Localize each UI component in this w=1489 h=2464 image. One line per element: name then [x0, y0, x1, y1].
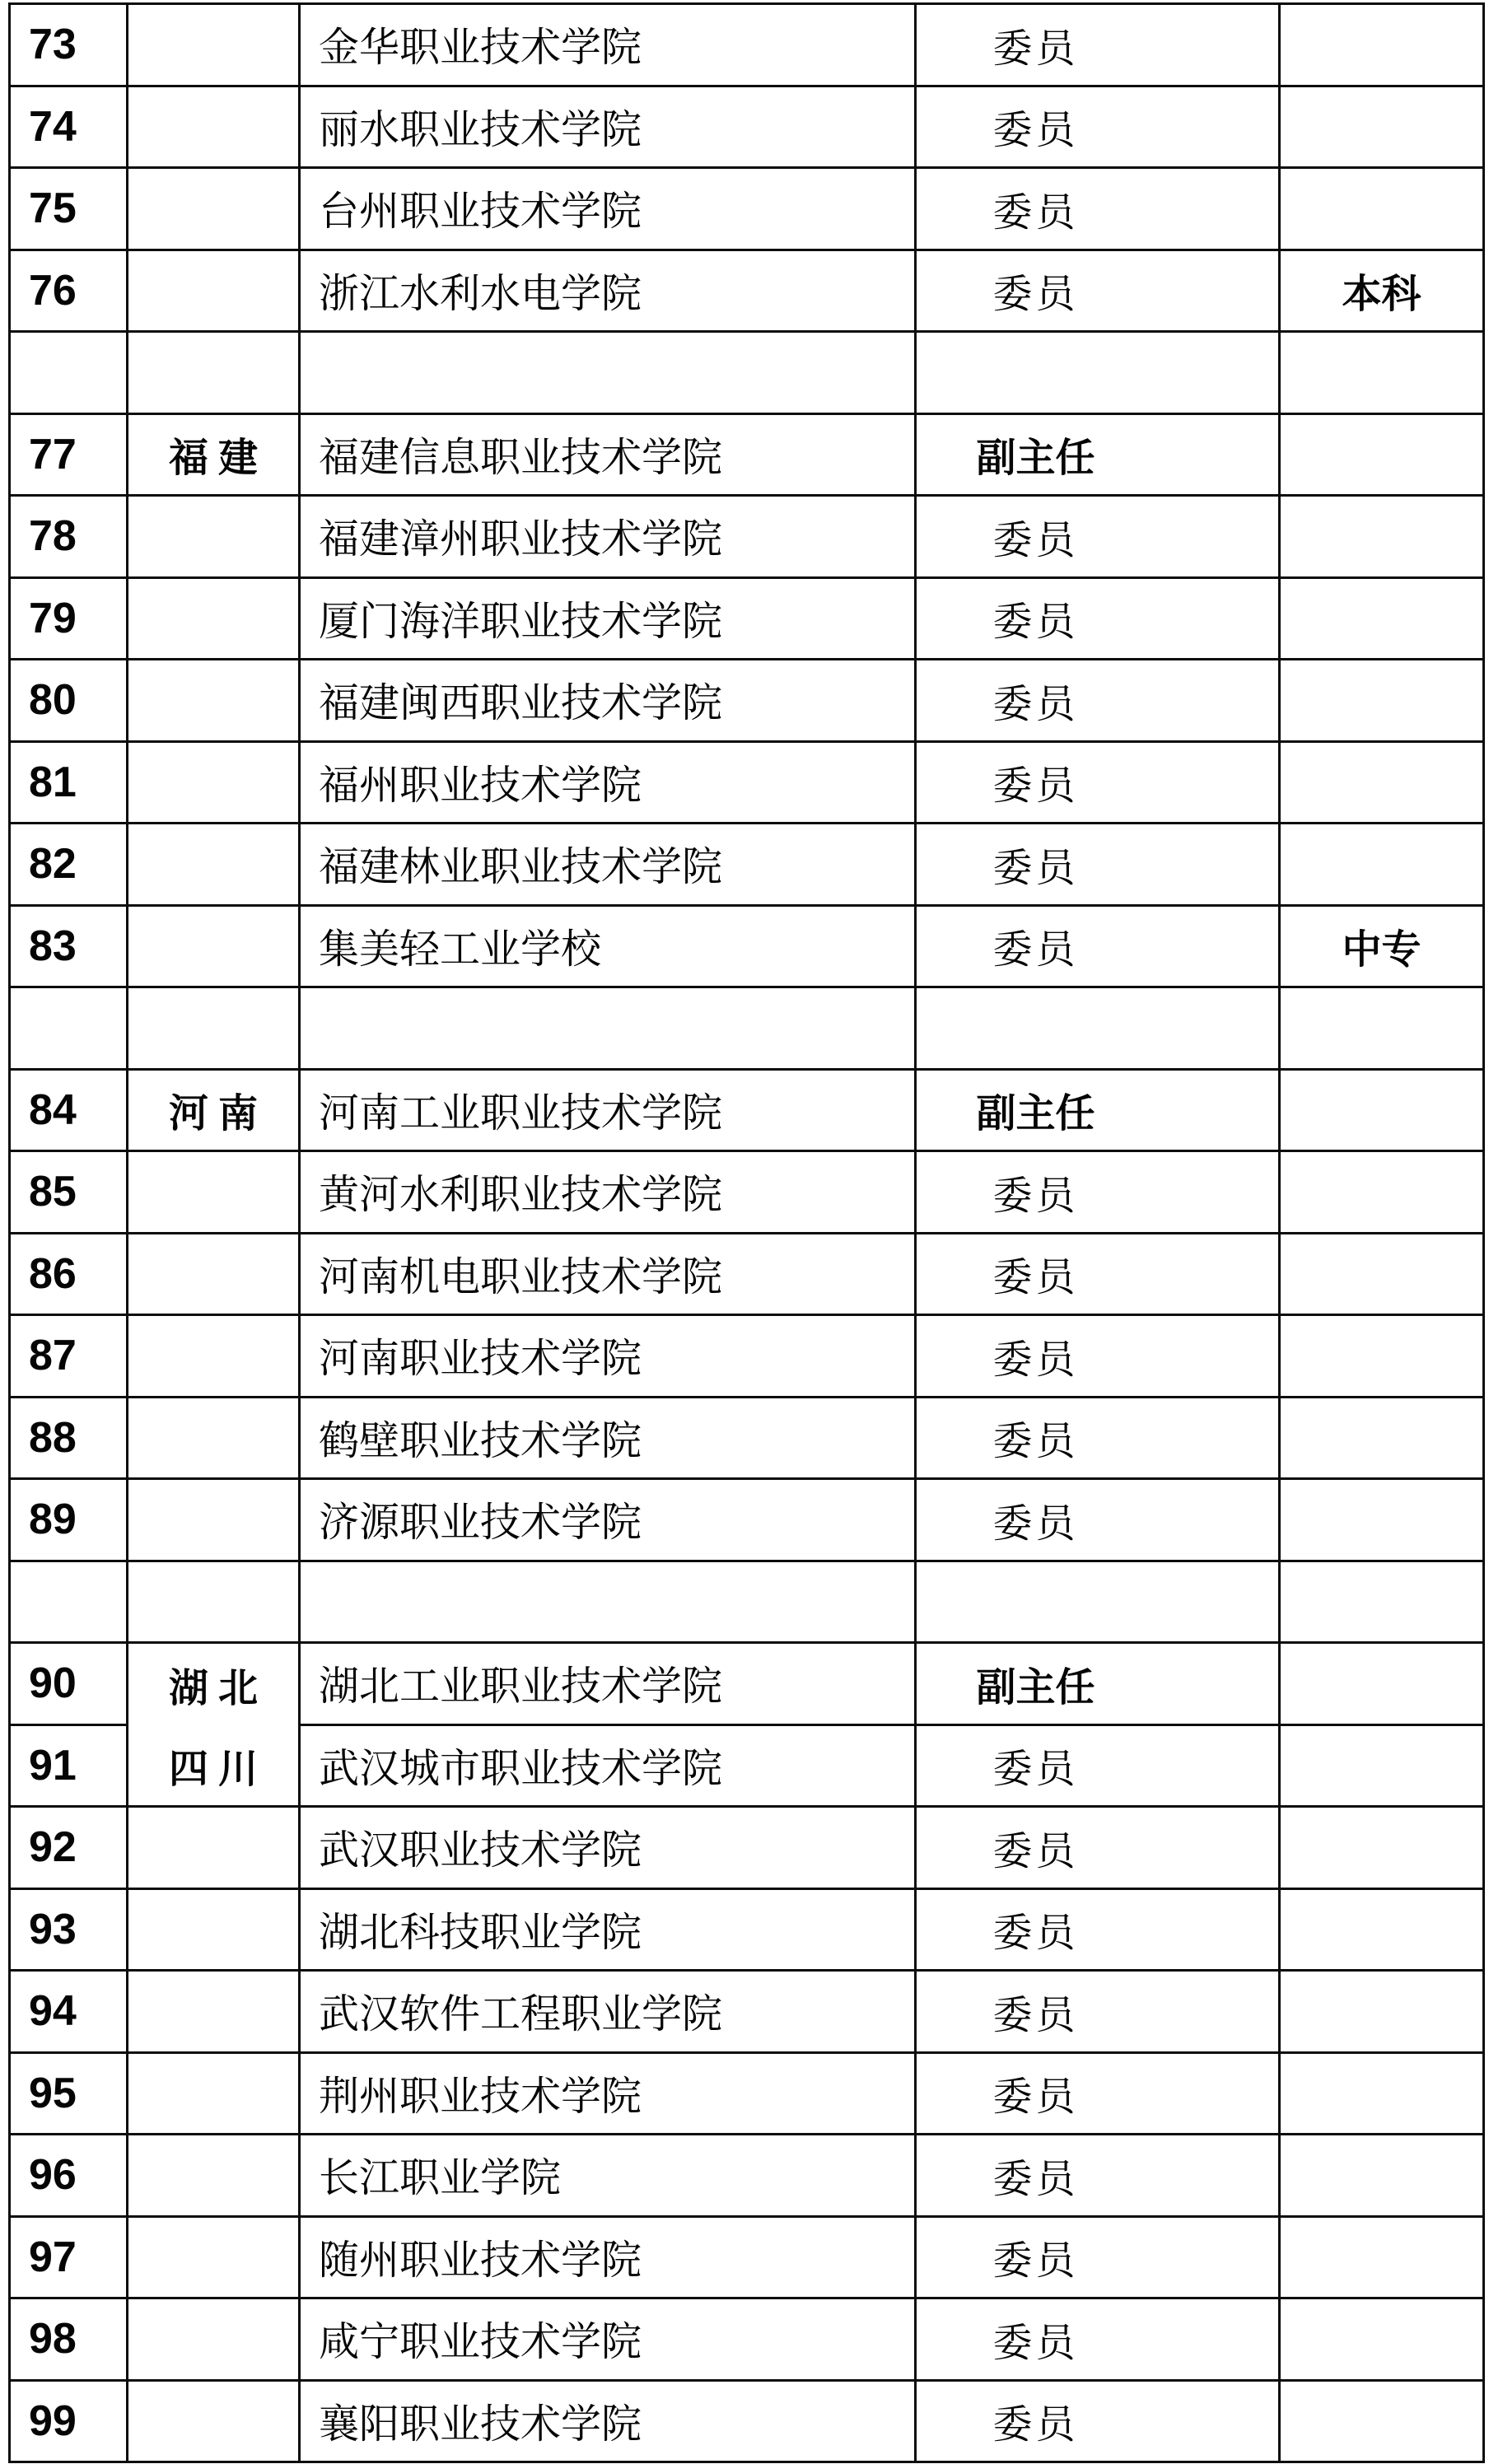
cell-num-98: 98 [11, 2299, 128, 2382]
cell-institution-81: 福州职业技术学院 [301, 743, 917, 825]
cell-level-85 [1281, 1152, 1485, 1234]
cell-province-92 [128, 1808, 301, 1890]
cell-num-91: 91 [11, 1726, 128, 1808]
cell-role-separator [917, 1562, 1281, 1645]
cell-institution-98: 咸宁职业技术学院 [301, 2299, 917, 2382]
cell-level-83: 中专 [1281, 907, 1485, 989]
cell-level-80 [1281, 660, 1485, 743]
cell-level-97 [1281, 2218, 1485, 2300]
cell-institution-96: 长江职业学院 [301, 2135, 917, 2218]
cell-institution-78: 福建漳州职业技术学院 [301, 497, 917, 579]
cell-num-89: 89 [11, 1480, 128, 1562]
cell-num-83: 83 [11, 907, 128, 989]
cell-role-97: 委员 [917, 2218, 1281, 2300]
cell-role-83: 委员 [917, 907, 1281, 989]
cell-institution-75: 台州职业技术学院 [301, 169, 917, 251]
cell-institution-80: 福建闽西职业技术学院 [301, 660, 917, 743]
cell-level-99 [1281, 2382, 1485, 2464]
cell-province-separator [128, 1562, 301, 1645]
cell-num-92: 92 [11, 1808, 128, 1890]
cell-role-separator [917, 333, 1281, 415]
cell-role-86: 委员 [917, 1234, 1281, 1317]
cell-level-96 [1281, 2135, 1485, 2218]
cell-role-99: 委员 [917, 2382, 1281, 2464]
cell-province-82 [128, 824, 301, 907]
cell-role-94: 委员 [917, 1972, 1281, 2054]
cell-province-83 [128, 907, 301, 989]
cell-num-separator [11, 1562, 128, 1645]
cell-province-88 [128, 1398, 301, 1481]
cell-role-80: 委员 [917, 660, 1281, 743]
cell-institution-99: 襄阳职业技术学院 [301, 2382, 917, 2464]
cell-num-75: 75 [11, 169, 128, 251]
cell-num-99: 99 [11, 2382, 128, 2464]
cell-institution-82: 福建林业职业技术学院 [301, 824, 917, 907]
cell-role-98: 委员 [917, 2299, 1281, 2382]
cell-level-74 [1281, 87, 1485, 170]
cell-province-98 [128, 2299, 301, 2382]
cell-institution-93: 湖北科技职业学院 [301, 1890, 917, 1972]
cell-province-85 [128, 1152, 301, 1234]
cell-num-87: 87 [11, 1316, 128, 1398]
cell-province-95 [128, 2054, 301, 2136]
cell-province-81 [128, 743, 301, 825]
cell-level-82 [1281, 824, 1485, 907]
cell-num-74: 74 [11, 87, 128, 170]
cell-level-separator [1281, 988, 1485, 1071]
cell-institution-85: 黄河水利职业技术学院 [301, 1152, 917, 1234]
cell-level-84 [1281, 1071, 1485, 1153]
cell-level-separator [1281, 333, 1485, 415]
cell-level-94 [1281, 1972, 1485, 2054]
cell-institution-84: 河南工业职业技术学院 [301, 1071, 917, 1153]
cell-num-separator [11, 988, 128, 1071]
cell-province-75 [128, 169, 301, 251]
cell-level-81 [1281, 743, 1485, 825]
cell-role-77: 副主任 [917, 415, 1281, 497]
cell-num-80: 80 [11, 660, 128, 743]
cell-institution-86: 河南机电职业技术学院 [301, 1234, 917, 1317]
cell-province-89 [128, 1480, 301, 1562]
cell-role-93: 委员 [917, 1890, 1281, 1972]
cell-institution-76: 浙江水利水电学院 [301, 251, 917, 334]
cell-province-86 [128, 1234, 301, 1317]
cell-role-separator [917, 988, 1281, 1071]
cell-num-90: 90 [11, 1644, 128, 1726]
cell-level-93 [1281, 1890, 1485, 1972]
cell-institution-separator [301, 1562, 917, 1645]
cell-institution-74: 丽水职业技术学院 [301, 87, 917, 170]
cell-province-74 [128, 87, 301, 170]
cell-num-86: 86 [11, 1234, 128, 1317]
cell-num-78: 78 [11, 497, 128, 579]
cell-level-73 [1281, 5, 1485, 87]
cell-num-79: 79 [11, 579, 128, 661]
cell-level-90 [1281, 1644, 1485, 1726]
cell-institution-83: 集美轻工业学校 [301, 907, 917, 989]
cell-level-86 [1281, 1234, 1485, 1317]
cell-institution-89: 济源职业技术学院 [301, 1480, 917, 1562]
cell-institution-90: 湖北工业职业技术学院 [301, 1644, 917, 1726]
cell-role-82: 委员 [917, 824, 1281, 907]
cell-num-separator [11, 333, 128, 415]
cell-province-separator [128, 988, 301, 1071]
cell-role-96: 委员 [917, 2135, 1281, 2218]
cell-province-77: 福 建 [128, 415, 301, 497]
cell-role-84: 副主任 [917, 1071, 1281, 1153]
cell-institution-92: 武汉职业技术学院 [301, 1808, 917, 1890]
cell-level-92 [1281, 1808, 1485, 1890]
cell-role-91: 委员 [917, 1726, 1281, 1808]
cell-province-90 [128, 1644, 301, 1808]
cell-province-93 [128, 1890, 301, 1972]
cell-num-97: 97 [11, 2218, 128, 2300]
cell-institution-separator [301, 333, 917, 415]
cell-institution-95: 荆州职业技术学院 [301, 2054, 917, 2136]
cell-institution-separator [301, 988, 917, 1071]
cell-role-79: 委员 [917, 579, 1281, 661]
cell-institution-91: 武汉城市职业技术学院 [301, 1726, 917, 1808]
cell-num-94: 94 [11, 1972, 128, 2054]
cell-level-77 [1281, 415, 1485, 497]
cell-role-88: 委员 [917, 1398, 1281, 1481]
cell-num-73: 73 [11, 5, 128, 87]
cell-level-75 [1281, 169, 1485, 251]
cell-institution-73: 金华职业技术学院 [301, 5, 917, 87]
cell-institution-97: 随州职业技术学院 [301, 2218, 917, 2300]
cell-province-94 [128, 1972, 301, 2054]
cell-province-separator [128, 333, 301, 415]
cell-province-99 [128, 2382, 301, 2464]
cell-role-87: 委员 [917, 1316, 1281, 1398]
cell-province-87 [128, 1316, 301, 1398]
cell-province-96 [128, 2135, 301, 2218]
cell-role-89: 委员 [917, 1480, 1281, 1562]
cell-level-87 [1281, 1316, 1485, 1398]
cell-level-78 [1281, 497, 1485, 579]
cell-role-75: 委员 [917, 169, 1281, 251]
cell-institution-88: 鹤壁职业技术学院 [301, 1398, 917, 1481]
cell-num-81: 81 [11, 743, 128, 825]
cell-institution-79: 厦门海洋职业技术学院 [301, 579, 917, 661]
cell-role-76: 委员 [917, 251, 1281, 334]
cell-province-79 [128, 579, 301, 661]
cell-level-88 [1281, 1398, 1485, 1481]
cell-level-89 [1281, 1480, 1485, 1562]
cell-num-77: 77 [11, 415, 128, 497]
cell-level-98 [1281, 2299, 1485, 2382]
cell-institution-94: 武汉软件工程职业学院 [301, 1972, 917, 2054]
cell-num-95: 95 [11, 2054, 128, 2136]
cell-level-76: 本科 [1281, 251, 1485, 334]
cell-level-91 [1281, 1726, 1485, 1808]
province-label: 四 川 [168, 1747, 258, 1791]
cell-province-84: 河 南 [128, 1071, 301, 1153]
cell-level-separator [1281, 1562, 1485, 1645]
cell-province-80 [128, 660, 301, 743]
cell-num-96: 96 [11, 2135, 128, 2218]
cell-level-95 [1281, 2054, 1485, 2136]
cell-province-97 [128, 2218, 301, 2300]
cell-institution-77: 福建信息职业技术学院 [301, 415, 917, 497]
cell-role-95: 委员 [917, 2054, 1281, 2136]
cell-role-85: 委员 [917, 1152, 1281, 1234]
cell-role-73: 委员 [917, 5, 1281, 87]
cell-role-78: 委员 [917, 497, 1281, 579]
cell-province-78 [128, 497, 301, 579]
cell-province-73 [128, 5, 301, 87]
cell-num-76: 76 [11, 251, 128, 334]
cell-num-93: 93 [11, 1890, 128, 1972]
cell-role-90: 副主任 [917, 1644, 1281, 1726]
cell-num-88: 88 [11, 1398, 128, 1481]
cell-role-74: 委员 [917, 87, 1281, 170]
cell-level-79 [1281, 579, 1485, 661]
cell-role-81: 委员 [917, 743, 1281, 825]
cell-role-92: 委员 [917, 1808, 1281, 1890]
province-label: 湖 北 [168, 1666, 258, 1710]
cell-institution-87: 河南职业技术学院 [301, 1316, 917, 1398]
cell-province-76 [128, 251, 301, 334]
cell-num-82: 82 [11, 824, 128, 907]
cell-num-84: 84 [11, 1071, 128, 1153]
committee-table [8, 2, 1485, 2463]
cell-num-85: 85 [11, 1152, 128, 1234]
